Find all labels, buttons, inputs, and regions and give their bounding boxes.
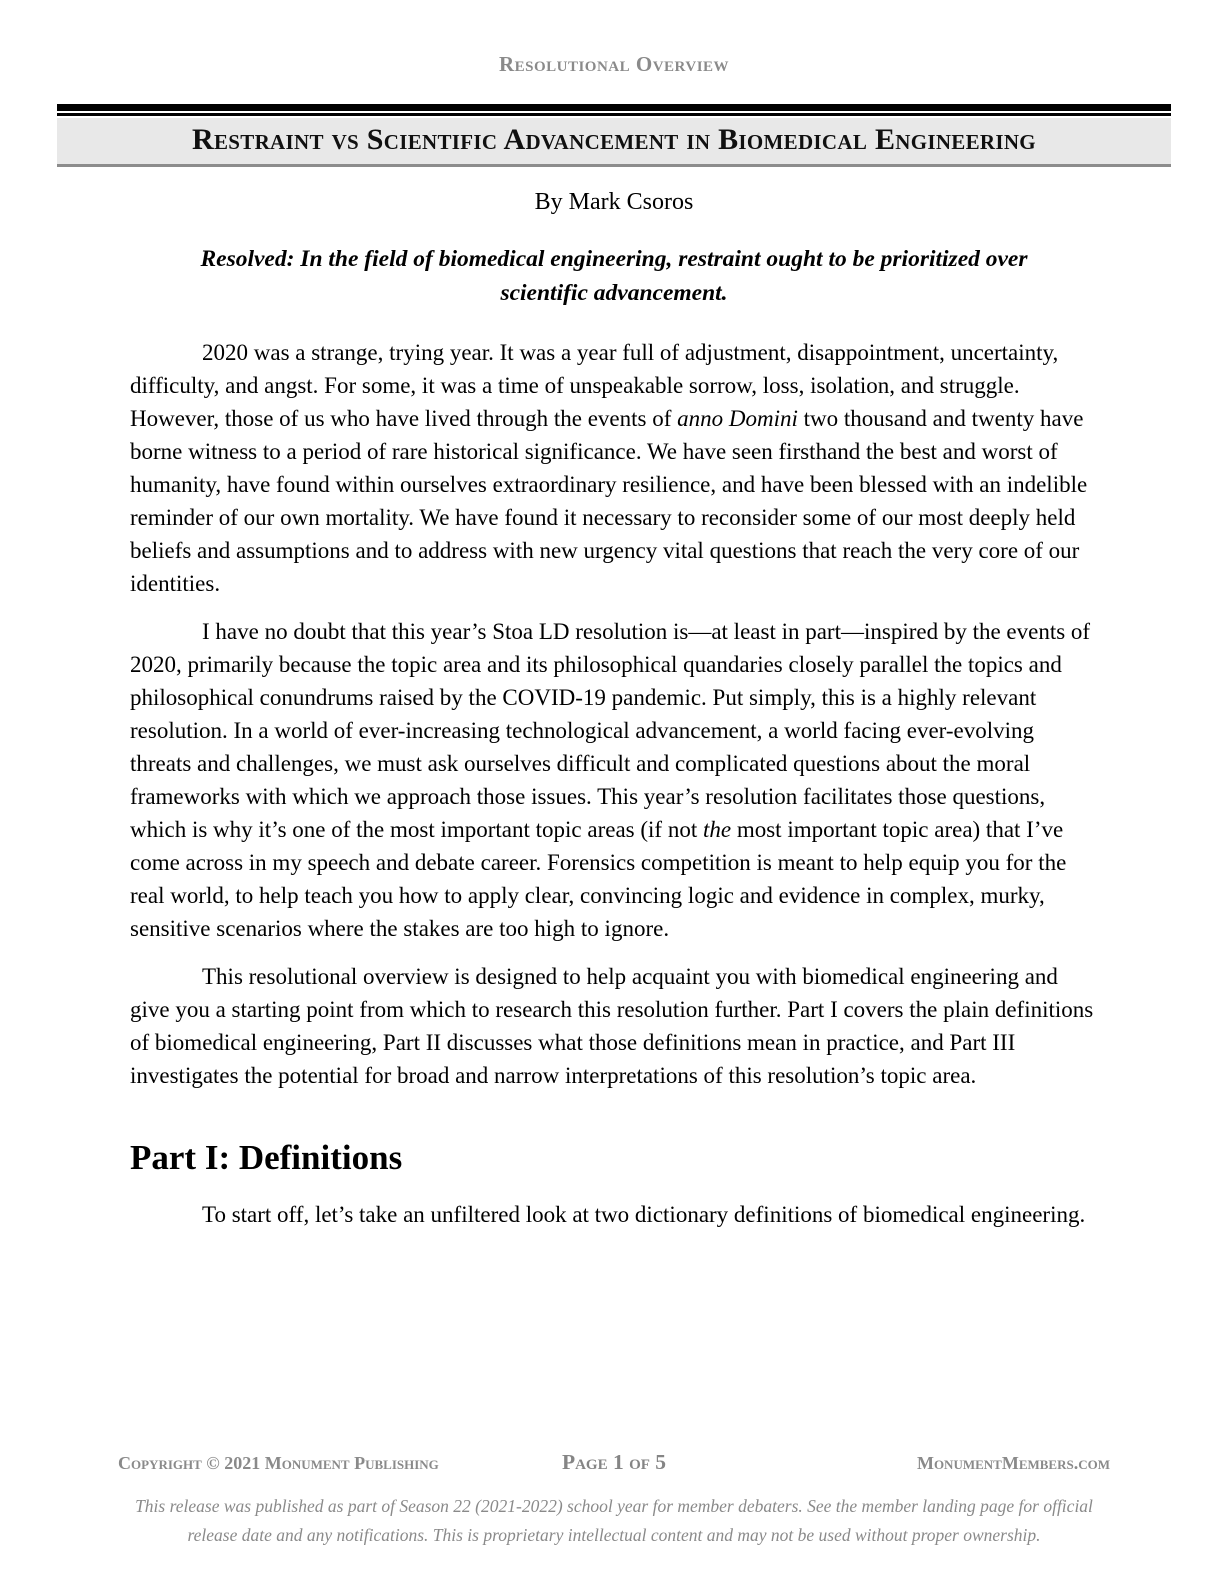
paragraph: This resolutional overview is designed to help acquaint you with biomedical engineering and give you a starting point from which to research this resolution further. Part I covers the plain definitions of biomedical engineering, Part II discusses what those definitions mean in practice, and Part III investigates the potential for broad and narrow interpretations of this resolution’s topic area.: [130, 964, 1094, 1088]
footer-copyright: Copyright © 2021 Monument Publishing: [118, 1453, 439, 1473]
section-paragraphs: [130, 1198, 1098, 1231]
title-banner: [57, 104, 1171, 167]
footer-legal-note: This release was published as part of Season 22 (2021-2022) school year for member debaters. See the member landing page for official release date and any notifications. This is proprietary intellectual content and may not be used without proper ownership.: [135, 1496, 1093, 1545]
body-content: [130, 336, 1098, 1231]
paragraph: To start off, let’s take an unfiltered look at two dictionary definitions of biomedical engineering.: [202, 1202, 1086, 1227]
footer-page-indicator: Page 1 of 5: [561, 1450, 667, 1474]
resolution-statement: Resolved: In the field of biomedical engineering, restraint ought to be prioritized over scientific advancement.: [200, 246, 1028, 306]
paragraph: I have no doubt that this year’s Stoa LD resolution is—at least in part—inspired by the events of 2020, primarily because the topic area and its philosophical quandaries closely parallel the topics and philosophical conundrums raised by the COVID-19 pandemic. Put simply, this is a highly relevant resolution. In a world of ever-increasing technological advancement, a world facing ever-evolving threats and challenges, we must ask ourselves difficult and complicated questions about the moral frameworks with which we approach those issues. This year’s resolution facilitates those questions, which is why it’s one of the most important topic areas (if not the most important topic area) that I’ve come across in my speech and debate career. Forensics competition is meant to help equip you for the real world, to help teach you how to apply clear, convincing logic and evidence in complex, murky, sensitive scenarios where the stakes are too high to ignore.: [130, 619, 1091, 941]
footer-website: MonumentMembers.com: [916, 1453, 1110, 1473]
running-header: Resolutional Overview: [498, 52, 730, 76]
intro-paragraphs: [130, 336, 1098, 1092]
paragraph: 2020 was a strange, trying year. It was a year full of adjustment, disappointment, uncertainty, difficulty, and angst. For some, it was a time of unspeakable sorrow, loss, isolation, and struggle. However, those of us who have lived through the events of anno Domini two thousand and twenty have borne witness to a period of rare historical significance. We have seen firsthand the best and worst of humanity, have found within ourselves extraordinary resilience, and have been blessed with an indelible reminder of our own mortality. We have found it necessary to reconsider some of our most deeply held beliefs and assumptions and to address with new urgency vital questions that reach the very core of our identities.: [130, 340, 1088, 596]
section-heading-part-1: Part I: Definitions: [130, 1138, 403, 1177]
document-title: Restraint vs Scientific Advancement in Biomedical Engineering: [57, 118, 1171, 167]
page-footer: [0, 1450, 1228, 1550]
footer-row: [118, 1450, 1110, 1475]
byline: By Mark Csoros: [534, 189, 694, 215]
banner-top-thick-rule: [57, 104, 1171, 111]
